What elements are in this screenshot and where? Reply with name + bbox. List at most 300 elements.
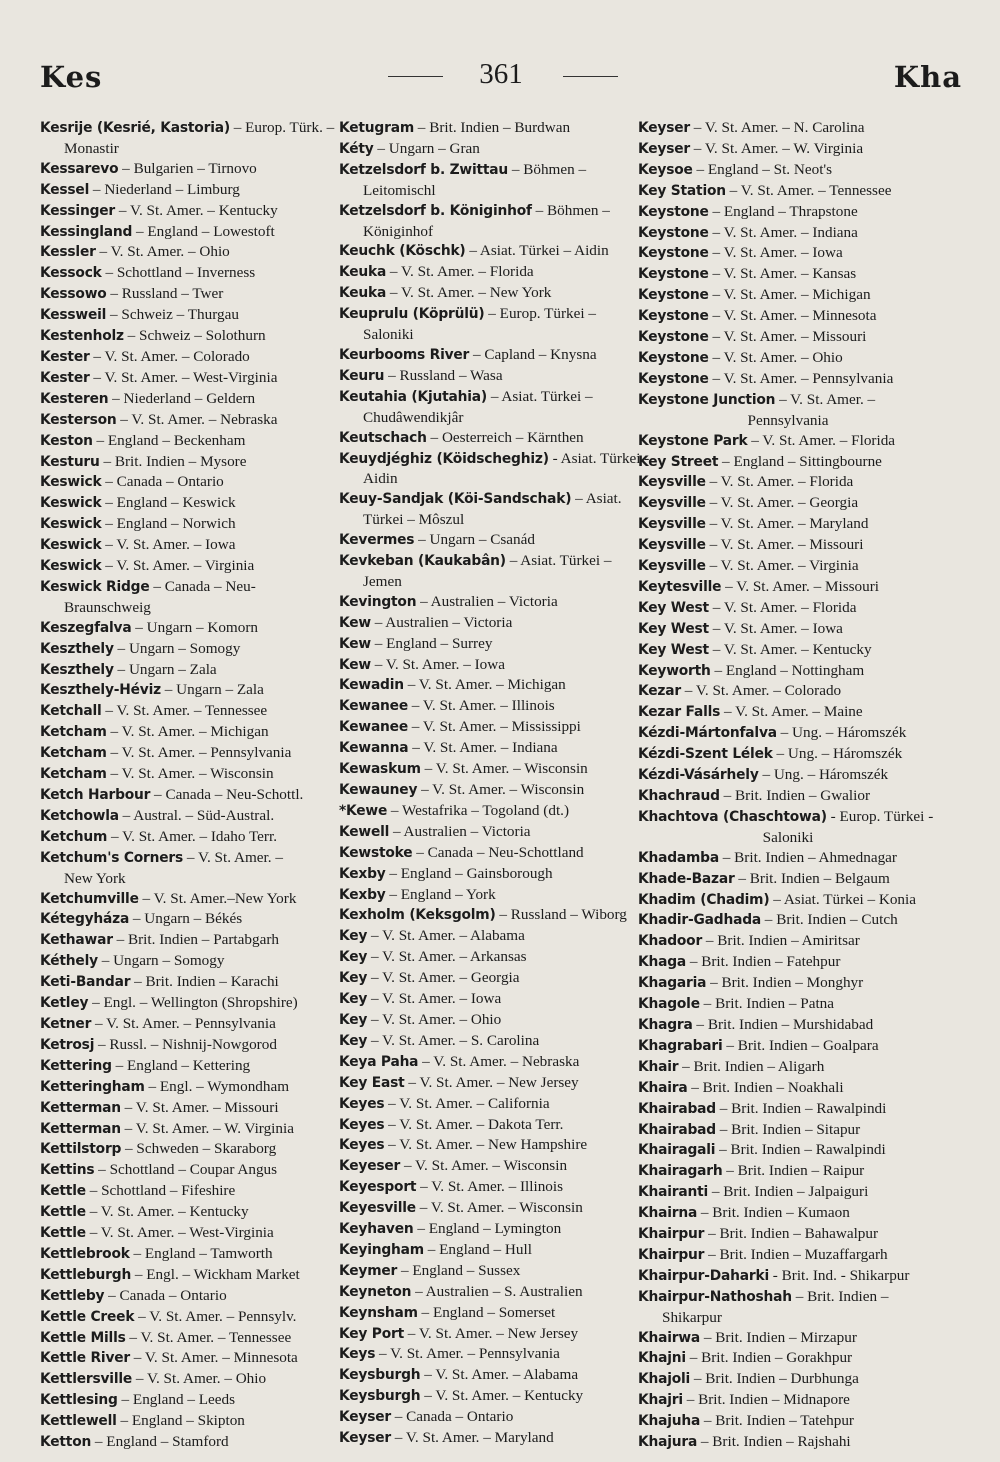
entry-location: – Ungarn – Zala (113, 660, 217, 678)
entry-placename: Keyes (339, 1137, 385, 1154)
gazetteer-entry (638, 1140, 938, 1161)
entry-placename: Kexby (339, 886, 386, 903)
gazetteer-entry (339, 1115, 637, 1136)
entry-placename: Keyser (638, 140, 690, 157)
entry-location: – Brit. Indien – Bahawalpur (704, 1225, 879, 1243)
entry-placename: Khaira (638, 1079, 688, 1096)
entry-location: – England – Kettering (111, 1056, 251, 1074)
entry-placename: Keysburgh (339, 1388, 421, 1405)
gazetteer-entry (40, 284, 340, 305)
entry-location: – Russl. – Nishnij-Nowgorod (94, 1035, 277, 1053)
entry-placename: Kettlesing (40, 1392, 118, 1409)
entry-location: – England – Hull (423, 1240, 532, 1258)
entry-placename: Kettle Mills (40, 1329, 126, 1346)
gazetteer-entry (40, 556, 340, 577)
entry-continuation: Türkei – Môszul (363, 511, 465, 529)
gazetteer-entry (40, 1035, 340, 1056)
gazetteer-entry (638, 1099, 938, 1120)
entry-location: – England – Norwich (101, 515, 236, 533)
entry-placename: Keystone (638, 203, 709, 220)
gazetteer-entry (40, 410, 340, 431)
entry-continuation: Saloniki (762, 828, 814, 846)
entry-location: – V. St. Amer. – S. Carolina (367, 1031, 540, 1049)
entry-location: – V. St. Amer. – Alabama (367, 927, 525, 945)
gazetteer-entry (339, 801, 637, 822)
gazetteer-entry (40, 222, 340, 243)
gazetteer-entry (40, 514, 340, 535)
entry-location: – England – Sittingbourne (718, 452, 882, 470)
entry-placename: Kettlersville (40, 1371, 133, 1388)
entry-placename: Kewadin (339, 677, 404, 694)
entry-placename: Kettering (40, 1057, 112, 1074)
entry-placename: Keynsham (339, 1304, 418, 1321)
entry-placename: Khagrabari (638, 1037, 723, 1054)
gazetteer-entry (638, 306, 938, 327)
entry-location: – V. St. Amer. – Mississippi (408, 718, 581, 736)
entry-location: – Brit. Indien – Noakhali (687, 1078, 844, 1096)
entry-location: – Schottland – Coupar Angus (94, 1161, 278, 1179)
gazetteer-entry (638, 786, 938, 807)
gazetteer-entry (638, 369, 938, 390)
gazetteer-entry (638, 264, 938, 285)
entry-placename: Khadoor (638, 933, 703, 950)
gazetteer-entry (638, 640, 938, 661)
entry-placename: Khaga (638, 954, 687, 971)
entry-location: – Bulgarien – Tirnovo (118, 159, 257, 177)
gazetteer-entry (40, 1244, 340, 1265)
gazetteer-entry (40, 1432, 340, 1453)
entry-location: – Brit. Indien – Mysore (99, 452, 247, 470)
gazetteer-entry (638, 472, 938, 493)
gazetteer-entry (638, 931, 938, 952)
entry-placename: Key (339, 991, 368, 1008)
entry-location: – Asiat. Türkei – Aidin (465, 242, 609, 260)
entry-location: – Engl. – Wellington (Shropshire) (88, 994, 298, 1012)
entry-placename: Kewanee (339, 719, 408, 736)
entry-location: - Brit. Ind. - Shikarpur (769, 1266, 910, 1284)
gazetteer-entry (339, 262, 637, 283)
entry-location: – Schweiz – Solothurn (123, 327, 266, 345)
gazetteer-entry (638, 702, 938, 723)
entry-location: – Ungarn – Komorn (131, 618, 258, 636)
gazetteer-entry (638, 869, 938, 890)
entry-location: – Böhmen – (508, 160, 587, 178)
entry-location: – Ungarn – Somogy (113, 639, 241, 657)
gazetteer-entry (638, 452, 938, 473)
entry-location: – V. St. Amer. – Ohio (367, 1010, 502, 1028)
entry-location: – Brit. Indien – Tatehpur (700, 1412, 854, 1430)
gazetteer-entry (339, 1198, 637, 1219)
gazetteer-entry (339, 1156, 637, 1177)
gazetteer-entry (638, 118, 938, 139)
entry-placename: Keuydjéghiz (Köidscheghiz) (339, 450, 549, 467)
gazetteer-entry (339, 1261, 637, 1282)
entry-placename: Kéty (339, 140, 374, 157)
entry-location: – Brit. Indien – Ahmednagar (718, 848, 897, 866)
entry-location: – V. St. Amer. – Tennessee (125, 1328, 292, 1346)
entry-placename: Kestenholz (40, 328, 124, 345)
entry-location: – V. St. Amer. – Ohio (132, 1370, 267, 1388)
entry-placename: Ketteringham (40, 1078, 145, 1095)
entry-placename: Key (339, 949, 368, 966)
gazetteer-entry (638, 327, 938, 348)
gazetteer-entry (40, 326, 340, 347)
entry-location: – England – Gainsborough (385, 864, 553, 882)
entry-location: – V. St. Amer. – Wisconsin (415, 1199, 583, 1217)
entry-location: – England – Sussex (397, 1261, 521, 1279)
entry-placename: Ketchall (40, 703, 102, 720)
gazetteer-entry (40, 827, 340, 848)
column-2 (339, 118, 650, 1449)
entry-location: – Austral. – Süd-Austral. (118, 806, 275, 824)
entry-placename: Kettleburgh (40, 1266, 132, 1283)
entry-location: – Asiat. Türkei – Konia (769, 890, 916, 908)
entry-location: – England – Beckenham (92, 431, 246, 449)
entry-placename: Kevington (339, 593, 417, 610)
entry-continuation: Pennsylvania (747, 411, 829, 429)
entry-placename: Ketton (40, 1434, 92, 1451)
entry-location: – V. St. Amer. – Pennsylvania (708, 369, 894, 387)
entry-location: – V. St. Amer. – Kentucky (115, 201, 278, 219)
gazetteer-entry (339, 780, 637, 801)
entry-placename: Keszegfalva (40, 619, 132, 636)
entry-placename: Keyes (339, 1095, 385, 1112)
entry-location: – V. St. Amer. – Florida (747, 431, 896, 449)
gazetteer-entry (339, 139, 637, 160)
entry-continuation: Shikarpur (662, 1308, 722, 1326)
entry-placename: Keyeser (339, 1158, 401, 1175)
entry-location: – V. St. Amer. – Ohio (95, 243, 230, 261)
entry-location: – Russland – Wasa (384, 366, 503, 384)
gazetteer-entry (638, 1120, 938, 1141)
entry-placename: Kéthely (40, 953, 98, 970)
gazetteer-entry (638, 556, 938, 577)
entry-placename: Kettilstorp (40, 1141, 122, 1158)
entry-location: – V. St. Amer. – Iowa (708, 244, 843, 262)
entry-placename: Kew (339, 614, 371, 631)
entry-placename: Keyesport (339, 1179, 417, 1196)
entry-location: - Europ. Türkei - (826, 807, 934, 825)
entry-location: – V. St. Amer. – Indiana (408, 739, 558, 757)
entry-placename: Kettle River (40, 1350, 130, 1367)
entry-placename: Kesterson (40, 411, 117, 428)
entry-placename: Kew (339, 656, 371, 673)
entry-location: – V. St. Amer. – Iowa (370, 655, 505, 673)
entry-placename: Kettle (40, 1225, 86, 1242)
entry-placename: Key Street (638, 453, 719, 470)
gazetteer-entry (638, 139, 938, 160)
gazetteer-entry (638, 744, 938, 765)
entry-location: – Brit. Indien – Murshidabad (692, 1015, 874, 1033)
entry-placename: Keurbooms River (339, 346, 470, 363)
entry-location: – Schweden – Skaraborg (121, 1140, 277, 1158)
gazetteer-entry (40, 1181, 340, 1202)
gazetteer-entry (339, 843, 637, 864)
entry-location: – Asiat. (571, 490, 622, 508)
gazetteer-entry (638, 1057, 938, 1078)
entry-location: – Brit. Indien – Raipur (722, 1162, 865, 1180)
entry-placename: Kettle (40, 1204, 86, 1221)
entry-placename: Kezar (638, 683, 681, 700)
entry-placename: Kessinger (40, 202, 116, 219)
entry-placename: Keutschach (339, 429, 427, 446)
entry-placename: Keysville (638, 516, 706, 533)
entry-location: – Brit. Indien – Burdwan (414, 119, 571, 136)
entry-location: – V. St. Amer. – W. Virginia (689, 139, 864, 157)
entry-placename: Ketchum (40, 828, 108, 845)
entry-placename: Keswick (40, 558, 102, 575)
entry-placename: Khairagali (638, 1142, 716, 1159)
entry-location: – England – Skipton (116, 1412, 245, 1430)
entry-placename: Keuru (339, 367, 385, 384)
entry-placename: Keston (40, 432, 93, 449)
entry-placename: Key (339, 928, 368, 945)
entry-placename: Khairna (638, 1205, 698, 1222)
gazetteer-entry (40, 680, 340, 701)
gazetteer-entry (40, 201, 340, 222)
gazetteer-entry (339, 968, 637, 989)
entry-placename: Khade-Bazar (638, 870, 735, 887)
entry-location: – V. St. Amer. – Wisconsin (420, 760, 588, 778)
entry-location: – V. St. Amer. – Wisconsin (400, 1157, 568, 1175)
entry-placename: Keszthely (40, 640, 114, 657)
entry-placename: Kettleby (40, 1287, 105, 1304)
entry-location: – Brit. Indien – Partabgarh (112, 931, 279, 949)
entry-location: – Ung. – Háromszék (772, 745, 903, 763)
entry-placename: Kessel (40, 181, 90, 198)
entry-location: – Brit. Indien – Monghyr (706, 974, 864, 992)
entry-location: – Capland – Knysna (469, 345, 597, 363)
entry-placename: Ketterman (40, 1120, 121, 1137)
gazetteer-entry (40, 263, 340, 284)
entry-placename: Kester (40, 348, 90, 365)
entry-placename: Keyworth (638, 662, 711, 679)
gazetteer-entry (339, 675, 637, 696)
entry-placename: Keystone (638, 349, 709, 366)
entry-placename: Keti-Bandar (40, 974, 131, 991)
gazetteer-entry (339, 1303, 637, 1324)
entry-location: – Brit. Indien – Gorakhpur (685, 1349, 853, 1367)
entry-location: – Canada – Neu-Schottland (412, 843, 584, 861)
entry-location: – Brit. Indien – (791, 1287, 889, 1305)
entry-location: – Ungarn – Csanád (414, 531, 535, 549)
gazetteer-entry (40, 743, 340, 764)
gazetteer-entry (638, 1369, 938, 1390)
gazetteer-entry (40, 577, 340, 618)
gazetteer-entry (40, 1328, 340, 1349)
entry-placename: Ketugram (339, 120, 414, 136)
entry-location: – V. St. Amer. – N. Carolina (689, 119, 865, 136)
entry-location: – Russland – Twer (106, 285, 224, 303)
entry-location: – V. St. Amer. – New York (386, 284, 552, 302)
entry-placename: Kewstoke (339, 844, 413, 861)
gazetteer-entry (40, 848, 340, 889)
entry-placename: Ketzelsdorf b. Zwittau (339, 161, 509, 178)
entry-location: – England – Lymington (413, 1220, 562, 1238)
gazetteer-entry (339, 1052, 637, 1073)
entry-placename: Khairpur (638, 1226, 705, 1243)
gazetteer-entry (40, 1139, 340, 1160)
gazetteer-entry (638, 1432, 938, 1453)
header-rule-right (563, 76, 618, 77)
entry-placename: Khagaria (638, 975, 707, 992)
entry-placename: Kewanna (339, 740, 409, 757)
entry-placename: Ketner (40, 1015, 92, 1032)
entry-placename: Kessock (40, 265, 102, 282)
entry-placename: Keszthely (40, 661, 114, 678)
entry-location: – V. St. Amer.–New York (138, 889, 297, 907)
gazetteer-entry (40, 1056, 340, 1077)
entry-location: – V. St. Amer. – Iowa (367, 990, 502, 1008)
entry-location: – V. St. Amer. – Pennsylvania (106, 744, 292, 762)
entry-placename: Kewaskum (339, 761, 421, 778)
entry-continuation: Chudâwendikjâr (363, 408, 464, 426)
entry-placename: Ketley (40, 995, 89, 1012)
gazetteer-entry (339, 1177, 637, 1198)
entry-placename: Khajuha (638, 1413, 701, 1430)
gazetteer-entry (40, 1265, 340, 1286)
gazetteer-entry (339, 387, 637, 428)
entry-placename: Khadim (Chadim) (638, 891, 770, 908)
entry-location: – Europ. Türkei – (484, 305, 596, 323)
entry-location: – V. St. Amer. – Kentucky (85, 1203, 249, 1221)
entry-location: – V. St. Amer. – Kentucky (420, 1387, 584, 1405)
entry-placename: Keszthely-Héviz (40, 682, 161, 699)
entry-location: – V. St. Amer. – Maryland (390, 1429, 554, 1447)
entry-continuation: Leitomischl (363, 181, 436, 199)
gazetteer-entry (40, 242, 340, 263)
gazetteer-entry (339, 947, 637, 968)
gazetteer-entry (40, 806, 340, 827)
gazetteer-entry (339, 655, 637, 676)
entry-placename: Kevkeban (Kaukabân) (339, 553, 506, 570)
entry-location: – V. St. Amer. – Tennessee (101, 702, 268, 720)
entry-location: – V. St. Amer. – Michigan (708, 286, 871, 304)
entry-placename: Kewanee (339, 698, 408, 715)
gazetteer-entry (638, 202, 938, 223)
gazetteer-entry (40, 1348, 340, 1369)
entry-location: – Canada – Ontario (101, 473, 224, 491)
gazetteer-entry (339, 489, 637, 530)
gazetteer-entry (40, 701, 340, 722)
gazetteer-entry (40, 722, 340, 743)
entry-continuation: Monastir (64, 139, 119, 157)
gazetteer-entry (638, 1015, 938, 1036)
entry-location: – Canada – Neu-Schottl. (150, 786, 304, 803)
entry-location: – Brit. Indien – Muzaffargarh (704, 1245, 888, 1263)
gazetteer-entry (638, 1182, 938, 1203)
entry-location: – England – Nottingham (710, 661, 865, 679)
entry-location: – Australien – S. Australien (411, 1282, 583, 1300)
entry-location: – V. St. Amer. – Illinois (416, 1178, 564, 1196)
entry-location: – England – York (385, 885, 496, 903)
header-left-word: Kes (40, 60, 103, 94)
gazetteer-entry (40, 1119, 340, 1140)
entry-placename: Keysburgh (339, 1367, 421, 1384)
entry-placename: Khajoli (638, 1371, 691, 1388)
gazetteer-entry (339, 696, 637, 717)
gazetteer-entry (638, 765, 938, 786)
entry-placename: Khairagarh (638, 1163, 723, 1180)
entry-placename: Kétegyháza (40, 911, 130, 928)
entry-placename: Key West (638, 620, 709, 637)
gazetteer-entry (339, 118, 637, 139)
entry-location: – Brit. Indien – Aligarh (678, 1057, 825, 1075)
entry-placename: Kézdi-Mártonfalva (638, 725, 777, 742)
entry-location: – V. St. Amer. – W. Virginia (120, 1119, 294, 1137)
entry-placename: Ketchowla (40, 807, 119, 824)
gazetteer-entry (339, 592, 637, 613)
entry-continuation: Jemen (363, 572, 402, 590)
column-1 (40, 118, 340, 1453)
entry-placename: Khair (638, 1058, 679, 1075)
gazetteer-entry (638, 910, 938, 931)
entry-location: – V. St. Amer. – Missouri (120, 1098, 279, 1116)
entry-location: – Westafrika – Togoland (dt.) (387, 801, 570, 819)
entry-location: – V. St. Amer. – New Jersey (404, 1324, 579, 1342)
entry-placename: Keyneton (339, 1283, 412, 1300)
entry-placename: Keytesville (638, 578, 722, 595)
entry-location: – V. St. Amer. – Illinois (408, 697, 555, 715)
entry-location: – V. St. Amer. – New Jersey (404, 1073, 579, 1091)
gazetteer-entry (40, 118, 340, 159)
entry-placename: Kexby (339, 865, 386, 882)
entry-placename: Kesteren (40, 390, 109, 407)
entry-placename: Keswick (40, 495, 102, 512)
gazetteer-entry (40, 1411, 340, 1432)
gazetteer-entry (638, 890, 938, 911)
gazetteer-entry (40, 660, 340, 681)
entry-placename: Keystone (638, 245, 709, 262)
entry-location: – Schottland – Inverness (101, 264, 256, 282)
entry-location: – Australien – Victoria (389, 822, 531, 840)
entry-location: – V. St. Amer. – Arkansas (367, 948, 527, 966)
gazetteer-entry (40, 785, 340, 806)
entry-placename: Kessweil (40, 307, 107, 324)
gazetteer-entry (339, 1365, 637, 1386)
gazetteer-entry (339, 201, 637, 242)
entry-location: – Niederland – Limburg (89, 180, 240, 198)
gazetteer-entry (339, 1094, 637, 1115)
gazetteer-entry (339, 905, 637, 926)
entry-placename: Key (339, 970, 368, 987)
entry-placename: Ketzelsdorf b. Königinhof (339, 202, 532, 219)
entry-location: – V. St. Amer. – West-Virginia (85, 1224, 274, 1242)
gazetteer-entry (638, 619, 938, 640)
entry-location: – V. St. Amer. – Florida (705, 473, 854, 491)
entry-placename: Kettlewell (40, 1413, 117, 1430)
entry-location: – Schweiz – Thurgau (106, 306, 239, 324)
entry-placename: Kettlebrook (40, 1245, 130, 1262)
entry-location: – V. St. Amer. – Kentucky (708, 640, 872, 658)
entry-location: – V. St. Amer. – Michigan (403, 676, 566, 694)
page-header (40, 58, 962, 98)
entry-location: – Engl. – Wymondham (144, 1077, 290, 1095)
entry-placename: Kexholm (Keksgolm) (339, 907, 496, 924)
entry-location: – Australien – Victoria (416, 592, 558, 610)
entry-placename: Keymer (339, 1262, 398, 1279)
entry-placename: Kettle (40, 1183, 86, 1200)
gazetteer-entry (40, 535, 340, 556)
entry-placename: Keyser (638, 120, 690, 136)
gazetteer-entry (339, 738, 637, 759)
gazetteer-entry (40, 951, 340, 972)
entry-placename: Kézdi-Szent Lélek (638, 746, 773, 763)
gazetteer-entry (40, 1077, 340, 1098)
gazetteer-entry (339, 551, 637, 592)
gazetteer-entry (638, 973, 938, 994)
gazetteer-entry (638, 848, 938, 869)
